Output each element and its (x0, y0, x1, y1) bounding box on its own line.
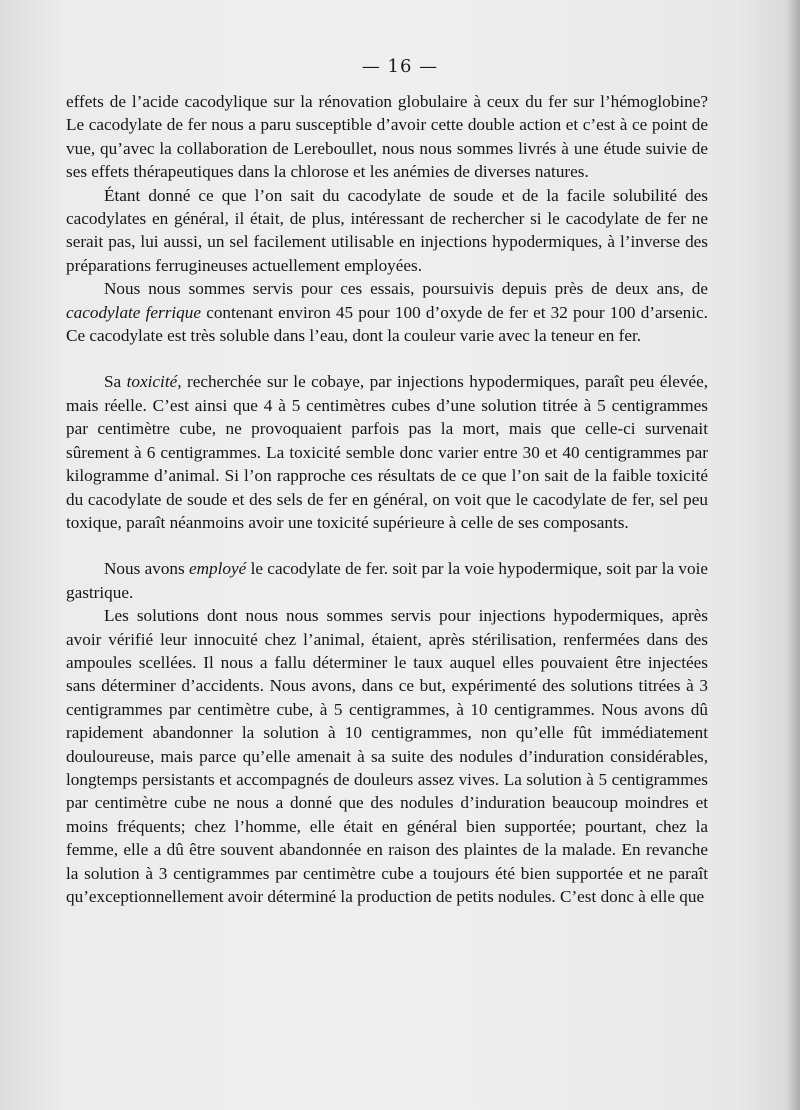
paragraph-4 (66, 370, 708, 534)
paragraph-3-text-a: Nous nous sommes servis pour ces essais, poursuivis depuis près de deux ans, de (104, 279, 708, 299)
body-text (66, 90, 708, 908)
paragraph-5-text-b: le cacodylate de fer. soit par la voie hypodermique, soit par la voie gastrique. (66, 559, 708, 602)
paragraph-3-text-b: contenant environ 45 pour 100 d’oxyde de fer et 32 pour 100 d’arsenic. Ce cacodylate est très soluble dans l’eau, dont la couleur varie avec la teneur en fer. (66, 302, 708, 346)
paragraph-3 (66, 277, 708, 347)
paragraph-1: effets de l’acide cacodylique sur la rénovation globulaire à ceux du fer sur l’hémoglobine? Le cacodylate de fer nous a paru susceptible d’avoir cette double action et c’est à ce point de vue, qu’avec la collaboration de Lereboullet, nous nous sommes livrés à une étude suivie de ses effets thérapeutiques dans la chlorose et les anémies de diverses natures. (66, 92, 708, 182)
page-number: — 16 — (361, 56, 439, 77)
paragraph-4-text-b: recherchée sur le cobaye, par injections hypodermiques, paraît peu élevée, mais réelle. C’est ainsi que 4 à 5 centimètres cubes d’une solution titrée à 5 centigrammes par centimètre cube, ne provoquaient parfois pas la mort, mais que celle-ci survenait sûrement à 6 centigrammes. La toxicité semble donc varier entre 30 et 40 centigrammes par kilogramme d’animal. Si l’on rapproche ces résultats de ce que l’on sait de la faible toxicité du cacodylate de soude et des sels de fer en général, on voit que le cacodylate de fer, sel peu toxique, paraît néanmoins avoir une toxicité supérieure à celle de ses composants. (66, 372, 708, 532)
paragraph-6: Les solutions dont nous nous sommes servis pour injections hypodermiques, après avoir vérifié leur innocuité chez l’animal, étaient, après stérilisation, renfermées dans des ampoules scellées. Il nous a fallu déterminer le taux auquel elles pouvaient être injectées sans déterminer d’accidents. Nous avons, dans ce but, expérimenté des solutions titrées à 3 centigrammes par centimètre cube, à 5 centigrammes, à 10 centigrammes. Nous avons dû rapidement abandonner la solution à 10 centigrammes, non qu’elle fût immédiatement douloureuse, mais parce qu’elle amenait à sa suite des nodules d’induration considérables, longtemps persistants et accompagnés de douleurs assez vives. La solution à 5 centigrammes par centimètre cube ne nous a donné que des nodules d’induration beaucoup moindres et moins fréquents; chez l’homme, elle était en général bien supportée; pourtant, chez la femme, elle a dû être souvent abandonnée en raison des plaintes de la malade. En revanche la solution à 3 centigrammes par centimètre cube a toujours été bien supportée et ne paraît qu’exceptionnellement avoir déterminé la production de petits nodules. C’est donc à elle que (66, 606, 708, 906)
paragraph-3-italic: cacodylate ferrique (66, 302, 201, 322)
paragraph-5 (66, 557, 708, 604)
paragraph-5-italic: employé (189, 559, 247, 579)
paragraph-4-text-a: Sa (104, 372, 122, 392)
paragraph-4-italic: toxicité, (126, 372, 182, 392)
paragraph-2: Étant donné ce que l’on sait du cacodylate de soude et de la facile solubilité des cacodylates en général, il était, de plus, intéressant de rechercher si le cacodylate de fer ne serait pas, lui aussi, un sel facilement utilisable en injections hypodermiques, à l’inverse des préparations ferrugineuses actuellement employées. (66, 185, 708, 275)
paragraph-5-text-a: Nous avons (104, 559, 185, 579)
